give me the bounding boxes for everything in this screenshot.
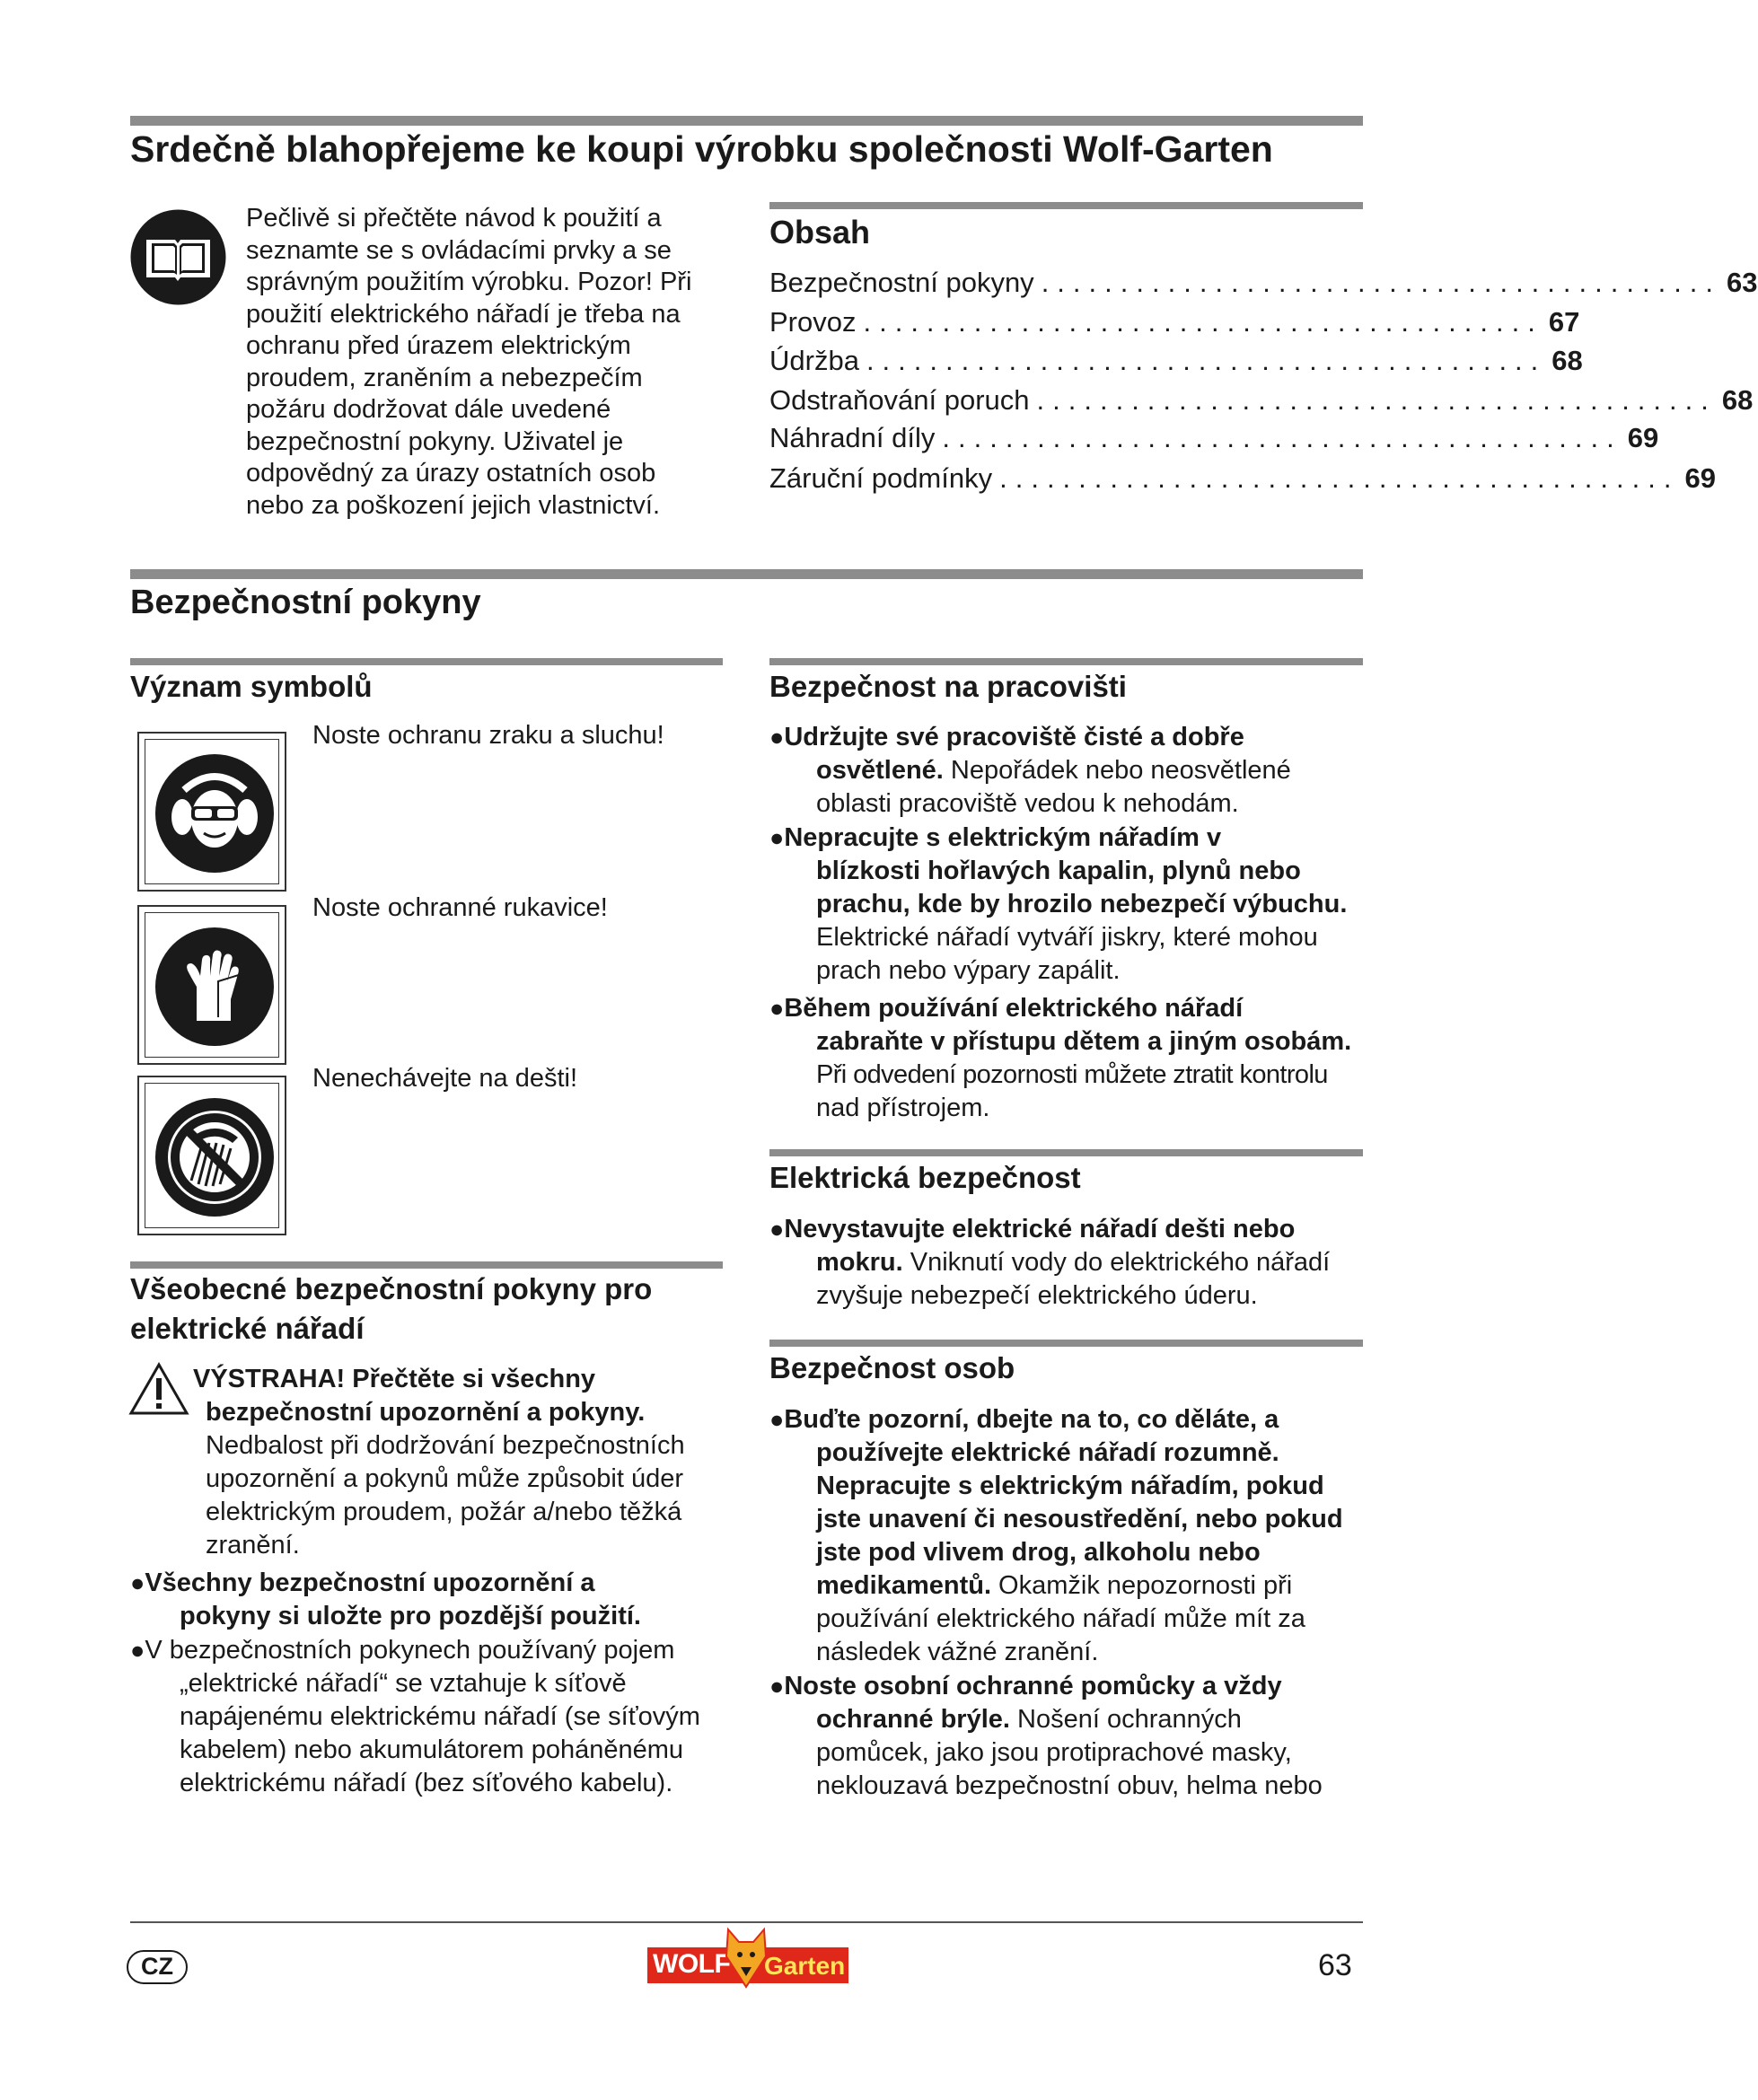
toc-entry-page: 63: [1727, 267, 1758, 298]
intro-line: správným použitím výrobku. Pozor! Při: [246, 268, 692, 296]
wolf-head-icon: [725, 1926, 768, 1989]
toc-entry[interactable]: [769, 267, 1758, 306]
bullet-line: Noste osobní ochranné pomůcky a vždy: [784, 1672, 1282, 1700]
general-bullet: [130, 1567, 723, 1633]
workplace-title: Bezpečnost na pracovišti: [769, 670, 1127, 703]
intro-line: odpovědný za úrazy ostatních osob: [246, 459, 656, 488]
workplace-bullet: [769, 992, 1363, 1125]
toc-entry-label: Bezpečnostní pokyny: [769, 267, 1034, 298]
toc-entry-page: 68: [1721, 384, 1754, 416]
bullet-line: Buďte pozorní, dbejte na to, co děláte, a: [784, 1405, 1279, 1434]
bullet-line: ochranné brýle.: [816, 1705, 1010, 1734]
wolf-garten-logo: [647, 1926, 848, 1992]
bullet-line: neklouzavá bezpečnostní obuv, helma nebo: [816, 1771, 1323, 1800]
toc-entry-label: Záruční podmínky: [769, 462, 993, 494]
toc-title: Obsah: [769, 214, 871, 250]
symbol-frame: [137, 732, 286, 892]
eye-ear-protection-icon: [155, 754, 274, 873]
bullet-line: Všechny bezpečnostní upozornění a: [145, 1568, 595, 1597]
bullet-line: blízkosti hořlavých kapalin, plynů nebo: [816, 857, 1301, 885]
toc-entry[interactable]: [769, 462, 1716, 502]
warning-triangle-icon: [128, 1362, 189, 1416]
intro-line: proudem, zraněním a nebezpečím: [246, 363, 643, 392]
toc-dot-leader: ...........................................: [866, 345, 1547, 376]
bullet-line: osvětlené.: [816, 756, 944, 785]
book-icon: [130, 209, 226, 305]
toc-entry-label: Náhradní díly: [769, 422, 936, 453]
bullet-dot: ●: [769, 824, 785, 851]
symbols-title: Význam symbolů: [130, 670, 373, 703]
toc-entry-label: Údržba: [769, 345, 859, 376]
intro-line: bezpečnostní pokyny. Uživatel je: [246, 426, 624, 456]
bullet-line: Nepořádek nebo neosvětlené: [943, 756, 1291, 785]
toc-entry[interactable]: [769, 345, 1583, 384]
intro-text: [246, 203, 731, 522]
toc-dot-leader: ...........................................: [942, 422, 1622, 453]
bullet-line: napájenému elektrickému nářadí (se síťovým: [180, 1702, 700, 1731]
logo-garten-text: Garten: [764, 1952, 846, 1980]
toc-entry-page: 69: [1684, 462, 1716, 494]
toc-entry[interactable]: [769, 422, 1659, 461]
bullet-line: Nevystavujte elektrické nářadí dešti nebo: [784, 1215, 1296, 1243]
bullet-dot: ●: [769, 1406, 785, 1433]
intro-line: seznamte se s ovládacími prvky a se: [246, 235, 672, 265]
intro-line: použití elektrického nářadí je třeba na: [246, 299, 681, 329]
toc-dot-leader: ...........................................: [863, 306, 1543, 338]
bullet-line: nad přístrojem.: [816, 1094, 990, 1122]
page-number: 63: [1318, 1948, 1352, 1982]
general-bullet: [130, 1634, 723, 1800]
warning-heading-cont: bezpečnostní upozornění a pokyny.: [206, 1398, 646, 1427]
warning-line: zranění.: [206, 1531, 300, 1560]
workplace-bullet: [769, 822, 1363, 988]
toc-entry-page: 69: [1627, 422, 1659, 453]
toc-entry-label: Odstraňování poruch: [769, 384, 1030, 416]
bullet-line: jste unavení či nesoustředění, nebo pokud: [816, 1505, 1343, 1533]
bullet-dot: ●: [769, 1216, 785, 1243]
bullet-dot: ●: [769, 1673, 785, 1700]
warning-body: [206, 1396, 726, 1562]
persons-bullet: [769, 1670, 1363, 1803]
warning-text: [193, 1363, 723, 1396]
workplace-bullet: [769, 721, 1363, 821]
toc-entry-page: 68: [1551, 345, 1583, 376]
toc-dot-leader: ...........................................: [999, 462, 1680, 494]
bullet-line: Elektrické nářadí vytváří jiskry, které mohou: [816, 923, 1318, 952]
bullet-line: prachu, kde by hrozilo nebezpečí výbuchu.: [816, 890, 1348, 918]
bullet-line: Nepracujte s elektrickým nářadím v: [784, 823, 1222, 852]
symbol-frame: [137, 905, 286, 1065]
bullet-line: jste pod vlivem drog, alkoholu nebo: [816, 1538, 1261, 1567]
bullet-line: Okamžik nepozornosti při: [991, 1571, 1293, 1600]
bullet-line: mokru.: [816, 1248, 903, 1277]
header-rule: [130, 116, 1363, 126]
page-title: Srdečně blahopřejeme ke koupi výrobku společnosti Wolf-Garten: [130, 128, 1273, 170]
bullet-line: kabelem) nebo akumulátorem poháněnému: [180, 1735, 684, 1764]
no-rain-icon: [155, 1098, 274, 1217]
bullet-line: medikamentů.: [816, 1571, 991, 1600]
warning-heading: VÝSTRAHA! Přečtěte si všechny: [193, 1365, 596, 1393]
bullet-line: V bezpečnostních pokynech používaný pojem: [145, 1636, 675, 1665]
general-rule: [130, 1261, 723, 1269]
bullet-line: prach nebo výpary zapálit.: [816, 956, 1121, 985]
bullet-line: Nepracujte s elektrickým nářadím, pokud: [816, 1472, 1324, 1500]
warning-line: Nedbalost při dodržování bezpečnostních: [206, 1431, 685, 1460]
electrical-rule: [769, 1149, 1363, 1156]
bullet-dot: ●: [130, 1569, 145, 1596]
safety-title: Bezpečnostní pokyny: [130, 584, 481, 621]
bullet-line: zvyšuje nebezpečí elektrického úderu.: [816, 1281, 1258, 1310]
toc-dot-leader: ...........................................: [1041, 267, 1722, 298]
persons-title: Bezpečnost osob: [769, 1351, 1015, 1384]
bullet-line: „elektrické nářadí“ se vztahuje k síťově: [180, 1669, 627, 1698]
bullet-dot: ●: [130, 1637, 145, 1664]
warning-line: elektrickým proudem, požár a/nebo těžká: [206, 1498, 682, 1526]
symbol-frame: [137, 1076, 286, 1235]
intro-line: ochranu před úrazem elektrickým: [246, 331, 631, 360]
symbol-description: Noste ochranné rukavice!: [312, 893, 608, 922]
warning-line: upozornění a pokynů může způsobit úder: [206, 1464, 684, 1493]
toc-rule: [769, 202, 1363, 209]
bullet-line: Při odvedení pozornosti můžete ztratit kontrolu: [816, 1060, 1328, 1089]
bullet-line: používejte elektrické nářadí rozumně.: [816, 1438, 1279, 1467]
toc-entry[interactable]: [769, 384, 1754, 424]
symbol-description: Nenechávejte na dešti!: [312, 1064, 578, 1093]
workplace-rule: [769, 658, 1363, 665]
logo-wolf-text: WOLF: [653, 1949, 731, 1979]
toc-entry-page: 67: [1548, 306, 1580, 338]
gloves-icon: [155, 927, 274, 1046]
bullet-line: pokyny si uložte pro pozdější použití.: [180, 1602, 641, 1630]
bullet-line: Během používání elektrického nářadí: [784, 994, 1244, 1023]
intro-line: požáru dodržovat dále uvedené: [246, 395, 611, 424]
intro-line: nebo za poškození jejich vlastnictví.: [246, 490, 661, 520]
electrical-title: Elektrická bezpečnost: [769, 1161, 1081, 1194]
general-title-line: elektrické nářadí: [130, 1312, 365, 1345]
bullet-line: Nošení ochranných: [1009, 1705, 1242, 1734]
safety-rule: [130, 569, 1363, 579]
bullet-line: pomůcek, jako jsou protiprachové masky,: [816, 1738, 1292, 1767]
symbols-rule: [130, 658, 723, 665]
bullet-line: následek vážné zranění.: [816, 1638, 1099, 1666]
table-of-contents: [769, 267, 1758, 518]
bullet-line: oblasti pracoviště vedou k nehodám.: [816, 789, 1239, 818]
bullet-line: používání elektrického nářadí může mít za: [816, 1604, 1305, 1633]
bullet-line: Udržujte své pracoviště čisté a dobře: [784, 723, 1244, 751]
persons-rule: [769, 1340, 1363, 1347]
toc-entry[interactable]: [769, 306, 1580, 346]
country-badge: CZ: [127, 1950, 188, 1984]
bullet-dot: ●: [769, 995, 785, 1022]
toc-entry-label: Provoz: [769, 306, 857, 338]
symbol-description: Noste ochranu zraku a sluchu!: [312, 721, 664, 750]
general-title: [130, 1270, 652, 1349]
intro-line: Pečlivě si přečtěte návod k použití a: [246, 204, 662, 233]
toc-dot-leader: ...........................................: [1036, 384, 1717, 416]
general-title-line: Všeobecné bezpečnostní pokyny pro: [130, 1272, 653, 1305]
bullet-line: elektrickému nářadí (bez síťového kabelu).: [180, 1769, 673, 1797]
persons-bullet: [769, 1403, 1363, 1669]
bullet-line: Vniknutí vody do elektrického nářadí: [902, 1248, 1331, 1277]
bullet-dot: ●: [769, 724, 785, 751]
electrical-bullet: [769, 1213, 1363, 1313]
bullet-line: zabraňte v přístupu dětem a jiným osobám.: [816, 1027, 1352, 1056]
footer-rule: [130, 1921, 1363, 1923]
